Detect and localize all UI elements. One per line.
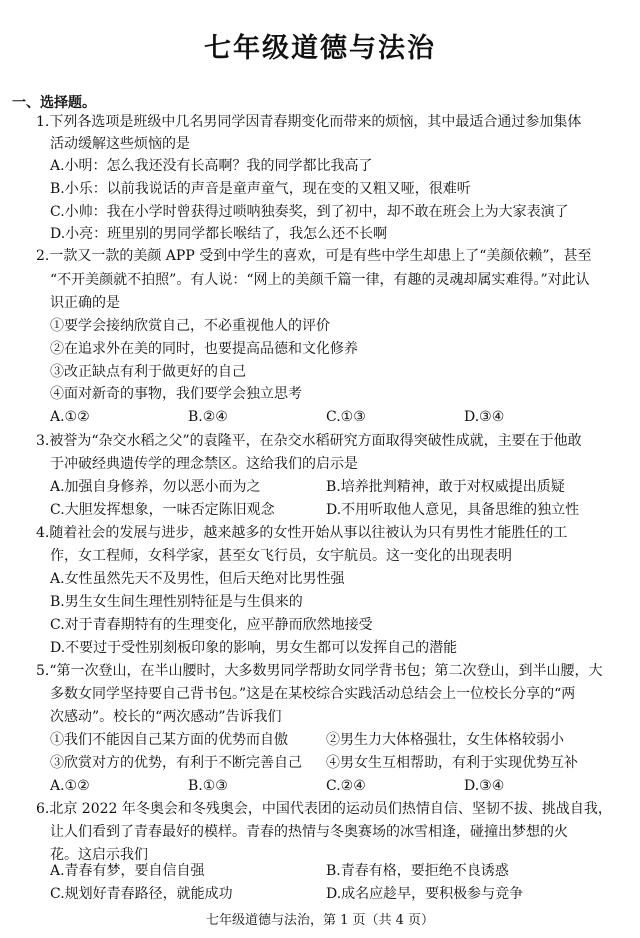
q2-statement: ④面对新奇的事物，我们要学会独立思考 [50, 386, 302, 402]
q2-statement: ③改正缺点有利于做更好的自己 [50, 364, 246, 380]
q2-choice-d: D.③④ [464, 409, 505, 425]
q2-stem-line: 识正确的是 [50, 295, 120, 311]
q5-choices [50, 778, 602, 795]
q6-option-row [50, 886, 524, 903]
q2-stem-line: “不开美颜就不拍照”。有人说：“网上的美颜千篇一律，有趣的灵魂却属实难得。”对此认 [50, 272, 590, 288]
q3-stem-line: 3.被誉为“杂交水稻之父”的袁隆平，在杂交水稻研究方面取得突破性成就，主要在于他敢 [36, 433, 582, 449]
q2-choices [50, 409, 602, 426]
q2-statement: ②在追求外在美的同时，也要提高品德和文化修养 [50, 341, 358, 357]
q4-stem-line: 作，女工程师，女科学家，甚至女飞行员，女宇航员。这一变化的出现表明 [50, 548, 512, 564]
q6-option-a: A.青春有梦，要自信自强 [50, 863, 205, 879]
page-title: 七年级道德与法治 [204, 33, 436, 64]
q2-choice-b: B.②④ [188, 409, 228, 425]
q4-option-b: B.男生女生间生理性别特征是与生俱来的 [50, 594, 303, 610]
q5-choice-c: C.②④ [326, 778, 366, 794]
q1-stem-line: 活动缓解这些烦恼的是 [50, 136, 190, 152]
q4-option-a: A.女性虽然先天不及男性，但后天绝对比男性强 [50, 571, 345, 587]
q3-stem-line: 于冲破经典遗传学的理念禁区。这给我们的启示是 [50, 456, 358, 472]
section-heading: 一、选择题。 [12, 95, 96, 111]
q6-option-d: D.成名应趁早，要积极参与竞争 [326, 886, 524, 902]
q5-statement-row [50, 732, 564, 749]
q5-statement-1: ①我们不能因自己某方面的优势而自傲 [50, 732, 288, 748]
q2-choice-a: A.①② [50, 409, 90, 425]
q6-option-c: C.规划好青春路径，就能成功 [50, 886, 233, 902]
q1-option-d: D.小亮：班里别的男同学都长喉结了，我怎么还不长啊 [50, 226, 388, 242]
q6-stem-line: 花。这启示我们 [50, 847, 148, 863]
q6-option-b: B.青春有格，要拒绝不良诱惑 [326, 863, 509, 879]
q2-stem-line: 2.一款又一款的美颜 APP 受到中学生的喜欢，可是有些中学生却患上了“美颜依赖”，甚至 [36, 248, 592, 264]
q1-stem-line: 1.下列各选项是班级中几名男同学因青春期变化而带来的烦恼，其中最适合通过参加集体 [36, 114, 582, 130]
q4-option-d: D.不要过于受性别刻板印象的影响，男女生都可以发挥自己的潜能 [50, 640, 458, 656]
q5-stem-line: 次感动”。校长的“两次感动”告诉我们 [50, 709, 282, 725]
q5-choice-a: A.①② [50, 778, 90, 794]
q3-option-row [50, 502, 580, 519]
q3-option-b: B.培养批判精神，敢于对权威提出质疑 [326, 479, 565, 495]
q5-choice-b: B.①③ [188, 778, 228, 794]
page-footer: 七年级道德与法治，第 1 页（共 4 页） [205, 913, 435, 928]
q4-option-c: C.对于青春期特有的生理变化，应平静而欣然地接受 [50, 617, 373, 633]
q5-choice-d: D.③④ [464, 778, 505, 794]
q5-statement-row [50, 755, 578, 772]
q6-stem-line: 6.北京 2022 年冬奥会和冬残奥会，中国代表团的运动员们热情自信、坚韧不拔、挑战自我， [36, 801, 612, 817]
q5-statement-3: ③欣赏对方的优势，有利于不断完善自己 [50, 755, 302, 771]
q5-stem-line: 多数女同学坚持要自己背书包。”这是在某校综合实践活动总结会上一位校长分享的“两 [50, 686, 576, 702]
q3-option-d: D.不用听取他人意见，具备思维的独立性 [326, 502, 580, 518]
q4-stem-line: 4.随着社会的发展与进步，越来越多的女性开始从事以往被认为只有男性才能胜任的工 [36, 525, 568, 541]
q5-stem-line: 5.“第一次登山，在半山腰时，大多数男同学帮助女同学背书包；第二次登山，到半山腰，大 [36, 663, 603, 679]
q3-option-a: A.加强自身修养，勿以恶小而为之 [50, 479, 261, 495]
q5-statement-2: ②男生力大体格强壮，女生体格较弱小 [326, 732, 564, 748]
q2-statement: ①要学会接纳欣赏自己，不必重视他人的评价 [50, 318, 330, 334]
q2-choice-c: C.①③ [326, 409, 366, 425]
q6-stem-line: 让人们看到了青春最好的模样。青春的热情与冬奥赛场的冰雪相逢，碰撞出梦想的火 [50, 824, 568, 840]
q6-option-row [50, 863, 509, 880]
q1-option-c: C.小帅：我在小学时曾获得过唢呐独奏奖，到了初中，却不敢在班会上为大家表演了 [50, 204, 569, 220]
q3-option-c: C.大胆发挥想象，一味否定陈旧观念 [50, 502, 275, 518]
q3-option-row [50, 479, 565, 496]
q1-option-a: A.小明：怎么我还没有长高啊？我的同学都比我高了 [50, 158, 373, 174]
q1-option-b: B.小乐：以前我说话的声音是童声童气，现在变的又粗又哑，很难听 [50, 181, 471, 197]
q5-statement-4: ④男女生互相帮助，有利于实现优势互补 [326, 755, 578, 771]
